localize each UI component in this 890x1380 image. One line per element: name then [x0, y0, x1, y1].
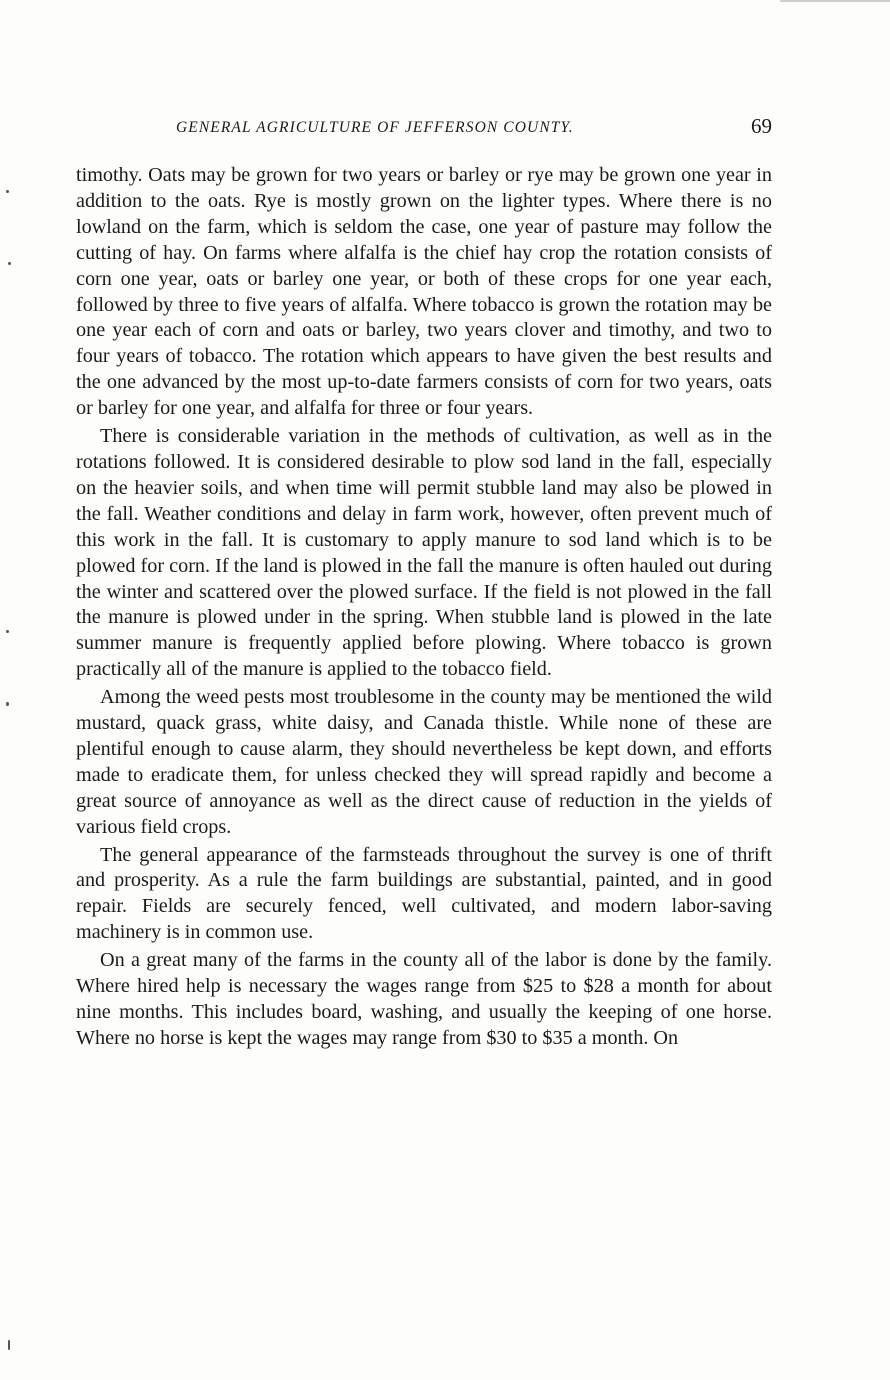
- margin-speck: [6, 630, 9, 633]
- scan-edge-rule: [780, 0, 890, 2]
- margin-speck: [6, 702, 9, 706]
- text-body: [76, 163, 772, 1054]
- paragraph-weed-pests: Among the weed pests most troublesome in the county may be mentioned the wild mustard, quack grass, white daisy, and Canada thistle. While none of these are plentiful enough to cause alarm, they should nevertheless be kept down, and efforts made to eradicate them, for unless checked they will spread rapidly and become a great source of annoyance as well as the direct cause of reduction in the yields of various field crops.: [76, 686, 772, 838]
- margin-speck: [6, 190, 9, 193]
- margin-speck: [8, 262, 11, 265]
- paragraph-labor: On a great many of the farms in the county all of the labor is done by the family. Where hired help is necessary the wages range from $25 to $28 a month for about nine months. This includes board, washing, and usually the keeping of one horse. Where no horse is kept the wages may range from $30 to $35 a month. On: [76, 949, 772, 1049]
- running-title: GENERAL AGRICULTURE OF JEFFERSON COUNTY.: [176, 119, 574, 136]
- margin-speck: [8, 1340, 10, 1350]
- page-number: 69: [751, 114, 772, 138]
- paragraph-cultivation: There is considerable variation in the methods of cultivation, as well as in the rotations followed. It is considered desirable to plow sod land in the fall, especially on the heavier soils, and when time will permit stubble land may also be plowed in the fall. Weather conditions and delay in farm work, however, often prevent much of this work in the fall. It is customary to apply manure to sod land which is to be plowed for corn. If the land is plowed in the fall the manure is often hauled out during the winter and scattered over the plowed surface. If the field is not plowed in the fall the manure is plowed under in the spring. When stubble land is plowed in the late summer manure is frequently applied before plowing. Where tobacco is grown practically all of the manure is applied to the tobacco field.: [76, 425, 772, 681]
- paragraph-rotation-continued: timothy. Oats may be grown for two years or barley or rye may be grown one year in addition to the oats. Rye is mostly grown on the lighter types. Where there is no lowland on the farm, which is seldom the case, one year of pasture may follow the cutting of hay. On farms where alfalfa is the chief hay crop the rotation consists of corn one year, oats or barley one year, or both of these crops for one year each, followed by three to five years of alfalfa. Where tobacco is grown the rotation may be one year each of corn and oats or barley, two years clover and timothy, and two to four years of tobacco. The rotation which appears to have given the best results and the one advanced by the most up-to-date farmers consists of corn for two years, oats or barley for one year, and alfalfa for three or four years.: [76, 164, 772, 420]
- page-header: [76, 114, 772, 140]
- paragraph-farmsteads: The general appearance of the farmsteads throughout the survey is one of thrift and prosperity. As a rule the farm buildings are substantial, painted, and in good repair. Fields are securely fenced, well cultivated, and modern labor-saving machinery is in common use.: [76, 843, 772, 944]
